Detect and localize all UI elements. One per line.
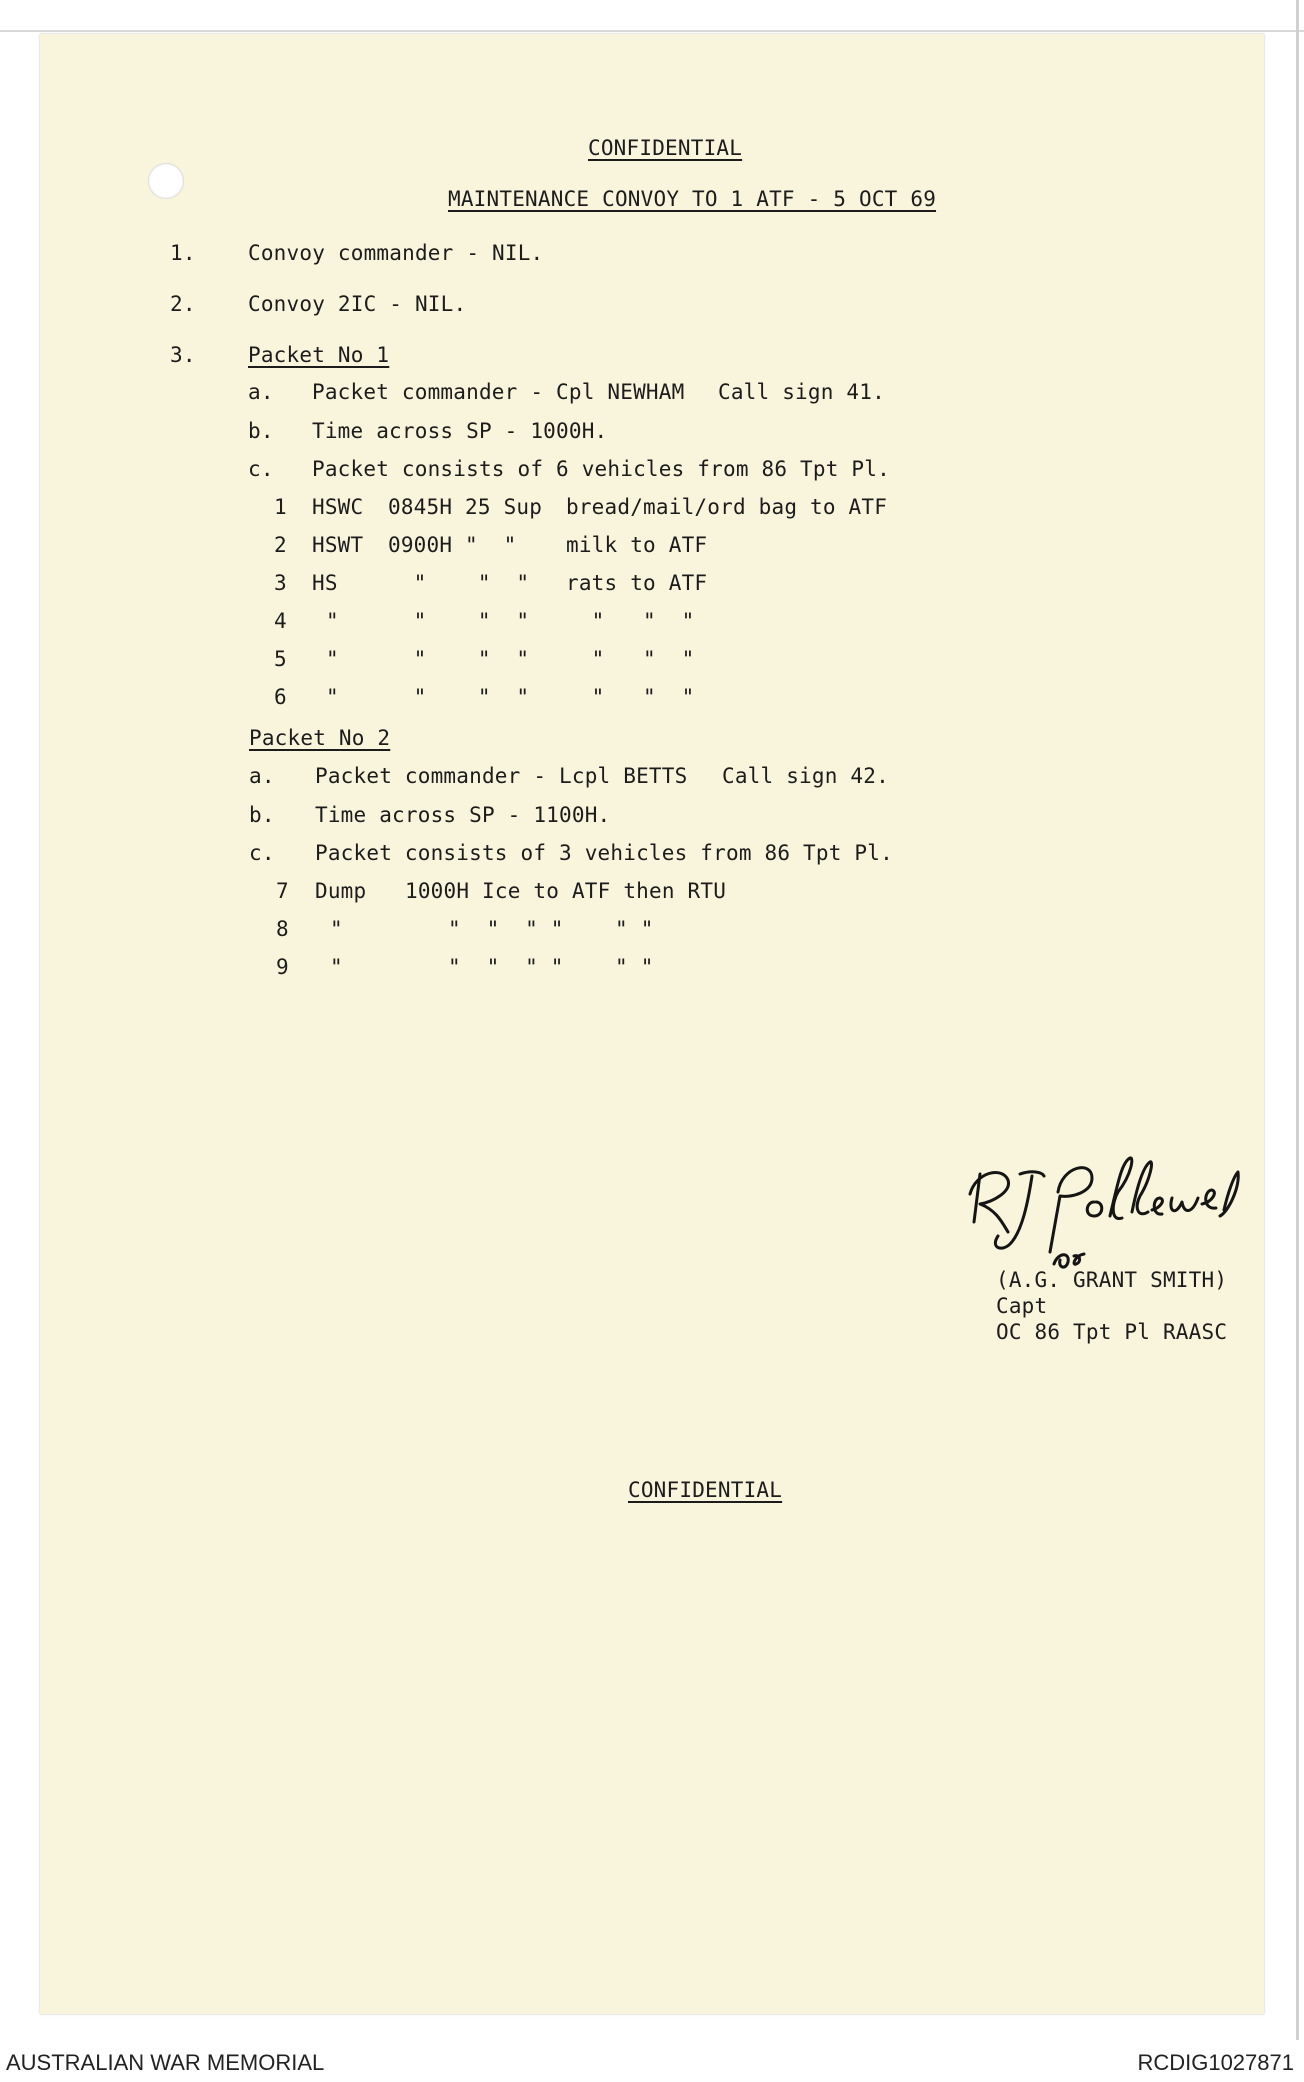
p2-row-8-task: " " " " " " — [371, 917, 654, 941]
p1-row-5-time: " " " — [388, 647, 530, 671]
p1-b-text: Time across SP - 1000H. — [312, 419, 608, 443]
p1-a-call-sign: Call sign 41. — [718, 380, 885, 404]
p2-row-9-vehicle: " — [330, 955, 343, 979]
p2-row-8-vehicle: " — [330, 917, 343, 941]
p1-c-text: Packet consists of 6 vehicles from 86 Tpt Pl. — [312, 457, 890, 481]
p1-row-4-time: " " " — [388, 609, 530, 633]
p2-a-text: Packet commander - Lcpl BETTS — [315, 764, 688, 788]
p1-row-2-task: milk to ATF — [566, 533, 708, 557]
footer-confidential: CONFIDENTIAL — [628, 1478, 783, 1502]
scan-edge-right — [1296, 0, 1299, 2040]
p1-row-2-number: 2 — [274, 533, 287, 557]
p1-row-1-time: 0845H 25 Sup — [388, 495, 543, 519]
p1-row-3-vehicle: HS — [312, 571, 338, 595]
item-1-text: Convoy commander - NIL. — [248, 241, 544, 265]
document-page — [40, 34, 1264, 2014]
header-confidential: CONFIDENTIAL — [588, 136, 743, 160]
p2-row-7-vehicle: Dump — [315, 879, 367, 903]
p2-b-text: Time across SP - 1100H. — [315, 803, 611, 827]
p1-row-5-task: " " " — [566, 647, 695, 671]
signatory-name: (A.G. GRANT SMITH) — [996, 1268, 1228, 1292]
p1-row-1-number: 1 — [274, 495, 287, 519]
p1-row-6-task: " " " — [566, 685, 695, 709]
p1-row-1-vehicle: HSWC — [312, 495, 364, 519]
p1-a-text: Packet commander - Cpl NEWHAM — [312, 380, 685, 404]
handwritten-signature — [962, 1152, 1242, 1272]
p1-b-letter: b. — [248, 419, 274, 443]
p1-row-3-task: rats to ATF — [566, 571, 708, 595]
p1-row-5-vehicle: " — [326, 647, 339, 671]
scan-edge-top — [0, 30, 1304, 32]
p2-a-letter: a. — [249, 764, 275, 788]
p2-c-text: Packet consists of 3 vehicles from 86 Tpt Pl. — [315, 841, 893, 865]
p1-row-6-time: " " " — [388, 685, 530, 709]
p1-row-6-vehicle: " — [326, 685, 339, 709]
item-3-number: 3. — [170, 343, 196, 367]
item-2-text: Convoy 2IC - NIL. — [248, 292, 467, 316]
p1-row-5-number: 5 — [274, 647, 287, 671]
p2-row-9-number: 9 — [276, 955, 289, 979]
p2-b-letter: b. — [249, 803, 275, 827]
item-2-number: 2. — [170, 292, 196, 316]
p1-row-6-number: 6 — [274, 685, 287, 709]
p2-row-8-number: 8 — [276, 917, 289, 941]
document-title: MAINTENANCE CONVOY TO 1 ATF - 5 OCT 69 — [448, 187, 937, 211]
p2-row-7-number: 7 — [276, 879, 289, 903]
packet-1-heading: Packet No 1 — [248, 343, 390, 367]
p1-row-3-time: " " " — [388, 571, 530, 595]
p1-c-letter: c. — [248, 457, 274, 481]
p1-row-4-number: 4 — [274, 609, 287, 633]
archive-name: AUSTRALIAN WAR MEMORIAL — [6, 2050, 325, 2075]
packet-2-heading: Packet No 2 — [249, 726, 391, 750]
p1-row-3-number: 3 — [274, 571, 287, 595]
signatory-rank: Capt — [996, 1294, 1048, 1318]
p1-row-2-time: 0900H " " — [388, 533, 517, 557]
p2-c-letter: c. — [249, 841, 275, 865]
p1-a-letter: a. — [248, 380, 274, 404]
p1-row-4-vehicle: " — [326, 609, 339, 633]
p2-row-7-task: 1000H Ice to ATF then RTU — [405, 879, 727, 903]
archive-id: RCDIG1027871 — [1137, 2050, 1294, 2075]
p1-row-1-task: bread/mail/ord bag to ATF — [566, 495, 888, 519]
p2-row-9-task: " " " " " " — [371, 955, 654, 979]
signatory-unit: OC 86 Tpt Pl RAASC — [996, 1320, 1228, 1344]
p1-row-2-vehicle: HSWT — [312, 533, 364, 557]
item-1-number: 1. — [170, 241, 196, 265]
p2-a-call-sign: Call sign 42. — [722, 764, 889, 788]
punch-hole — [148, 163, 184, 199]
p1-row-4-task: " " " — [566, 609, 695, 633]
